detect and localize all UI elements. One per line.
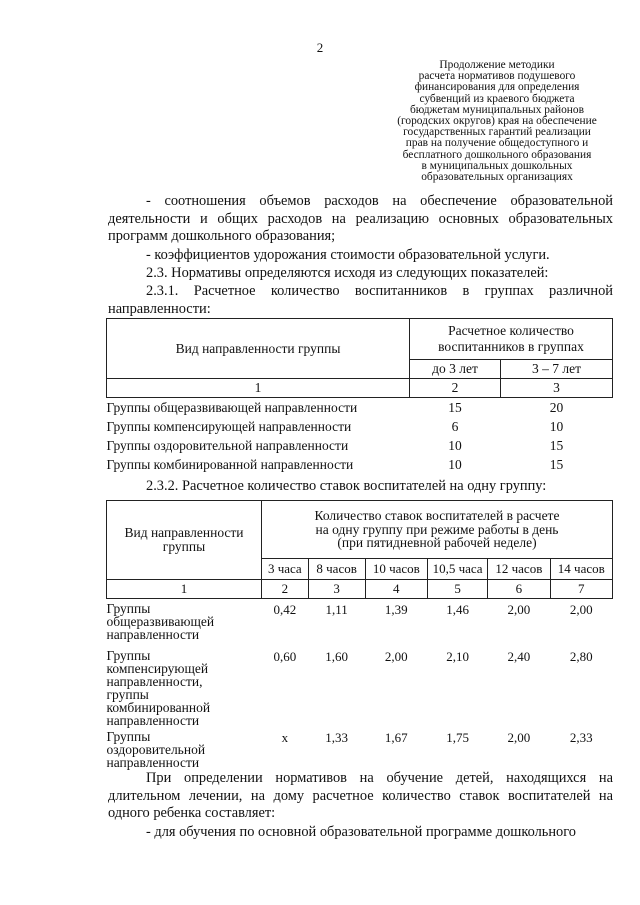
- cell-value: 1,46: [446, 602, 469, 617]
- cell-value: х: [281, 730, 289, 745]
- header-note-line: бюджетам муниципальных районов: [410, 103, 584, 116]
- cell-value: 6: [451, 418, 459, 434]
- table-row: [107, 436, 613, 455]
- cell-value: 1,67: [384, 730, 408, 745]
- header-note-line: (городских округов) края на обеспечение: [397, 115, 597, 128]
- row-label: Группы компенсирующей направленности, группы комбинированной направленности: [106, 648, 211, 728]
- row-label: Группы оздоровительной направленности: [106, 437, 349, 453]
- cell-value: 2,00: [507, 730, 531, 745]
- column-number: 5: [428, 580, 488, 599]
- students-table: [106, 318, 613, 474]
- header-note-line: в муниципальных дошкольных: [421, 159, 573, 172]
- table-subheader: 10,5 часа: [428, 558, 488, 579]
- paragraph: - коэффициентов удорожания стоимости образовательной услуги.: [146, 247, 550, 263]
- table-row: [107, 727, 613, 774]
- column-number: 3: [308, 580, 365, 599]
- table-header: Вид направленности группы: [107, 501, 262, 580]
- header-note-line: бесплатного дошкольного образования: [402, 148, 592, 161]
- header-note-line: расчета нормативов подушевого: [418, 70, 576, 83]
- table-header: Количество ставок воспитателей в расчете на одну группу при режиме работы в день (при пятидневной рабочей неделе): [262, 501, 613, 559]
- table-subheader: 14 часов: [550, 558, 612, 579]
- header-note-line: финансирования для определения: [414, 81, 580, 94]
- cell-value: 2,00: [384, 649, 408, 664]
- table-header: Вид направленности группы: [107, 319, 410, 379]
- paragraph: При определении нормативов на обучение детей, находящихся на длительном лечении, на дому расчетное количество ставок воспитателей на одного ребенка составляет:: [108, 770, 613, 822]
- column-number: 6: [488, 580, 550, 599]
- cell-value: 1,39: [384, 602, 408, 617]
- cell-value: 2,10: [446, 649, 469, 664]
- cell-value: 2,00: [507, 602, 531, 617]
- cell-value: 1,33: [325, 730, 348, 745]
- column-number: 3: [501, 379, 613, 398]
- cell-value: 2,33: [569, 730, 593, 745]
- table-subheader: 8 часов: [308, 558, 365, 579]
- row-label: Группы комбинированной направленности: [106, 456, 354, 472]
- cell-value: 0,60: [273, 649, 297, 664]
- cell-value: 15: [448, 399, 462, 415]
- header-note-line: субвенций из краевого бюджета: [419, 92, 575, 105]
- paragraph: 2.3.1. Расчетное количество воспитанников в группах различной направленности:: [108, 283, 613, 317]
- column-number: 7: [550, 580, 612, 599]
- table-row: [107, 646, 613, 727]
- row-label: Группы оздоровительной направленности: [106, 729, 206, 770]
- table-subheader: 12 часов: [488, 558, 550, 579]
- column-number: 2: [410, 379, 501, 398]
- header-note-line: образовательных организациях: [421, 171, 573, 184]
- column-number: 4: [365, 580, 427, 599]
- cell-value: 2,00: [569, 602, 593, 617]
- column-number: 1: [107, 580, 262, 599]
- header-note-line: прав на получение общедоступного и: [405, 137, 589, 150]
- table-row: [107, 455, 613, 474]
- cell-value: 10: [448, 456, 462, 472]
- paragraph: - соотношения объемов расходов на обеспечение образовательной деятельности и общих расходов на реализацию основных образовательных программ дошкольного образования;: [108, 193, 613, 245]
- row-label: Группы общеразвивающей направленности: [106, 601, 215, 642]
- paragraph: - для обучения по основной образовательной программе дошкольного: [146, 824, 576, 840]
- row-label: Группы компенсирующей направленности: [106, 418, 352, 434]
- table-header: Расчетное количество воспитанников в группах: [410, 319, 613, 360]
- cell-value: 2,40: [507, 649, 531, 664]
- column-number: 2: [262, 580, 309, 599]
- row-label: Группы общеразвивающей направленности: [106, 399, 358, 415]
- cell-value: 1,75: [446, 730, 469, 745]
- cell-value: 10: [448, 437, 462, 453]
- table-subheader: 10 часов: [365, 558, 427, 579]
- cell-value: 2,80: [569, 649, 593, 664]
- cell-value: 15: [549, 456, 564, 472]
- header-note-line: Продолжение методики: [439, 59, 555, 71]
- cell-value: 1,11: [325, 602, 348, 617]
- cell-value: 10: [549, 418, 564, 434]
- cell-value: 15: [549, 437, 564, 453]
- paragraph: 2.3. Нормативы определяются исходя из следующих показателей:: [146, 265, 549, 281]
- table-subheader: до 3 лет: [410, 360, 501, 379]
- table-subheader: 3 – 7 лет: [501, 360, 613, 379]
- table-row: [107, 599, 613, 647]
- page-number: 2: [316, 40, 324, 55]
- cell-value: 20: [549, 399, 564, 415]
- cell-value: 1,60: [325, 649, 348, 664]
- table-row: [107, 398, 613, 418]
- header-note: [362, 60, 632, 183]
- paragraph: 2.3.2. Расчетное количество ставок воспитателей на одну группу:: [146, 478, 547, 494]
- column-number: 1: [107, 379, 410, 398]
- rates-table: [106, 500, 613, 774]
- table-row: [107, 417, 613, 436]
- table-subheader: 3 часа: [262, 558, 309, 579]
- cell-value: 0,42: [273, 602, 297, 617]
- header-note-line: государственных гарантий реализации: [403, 126, 591, 139]
